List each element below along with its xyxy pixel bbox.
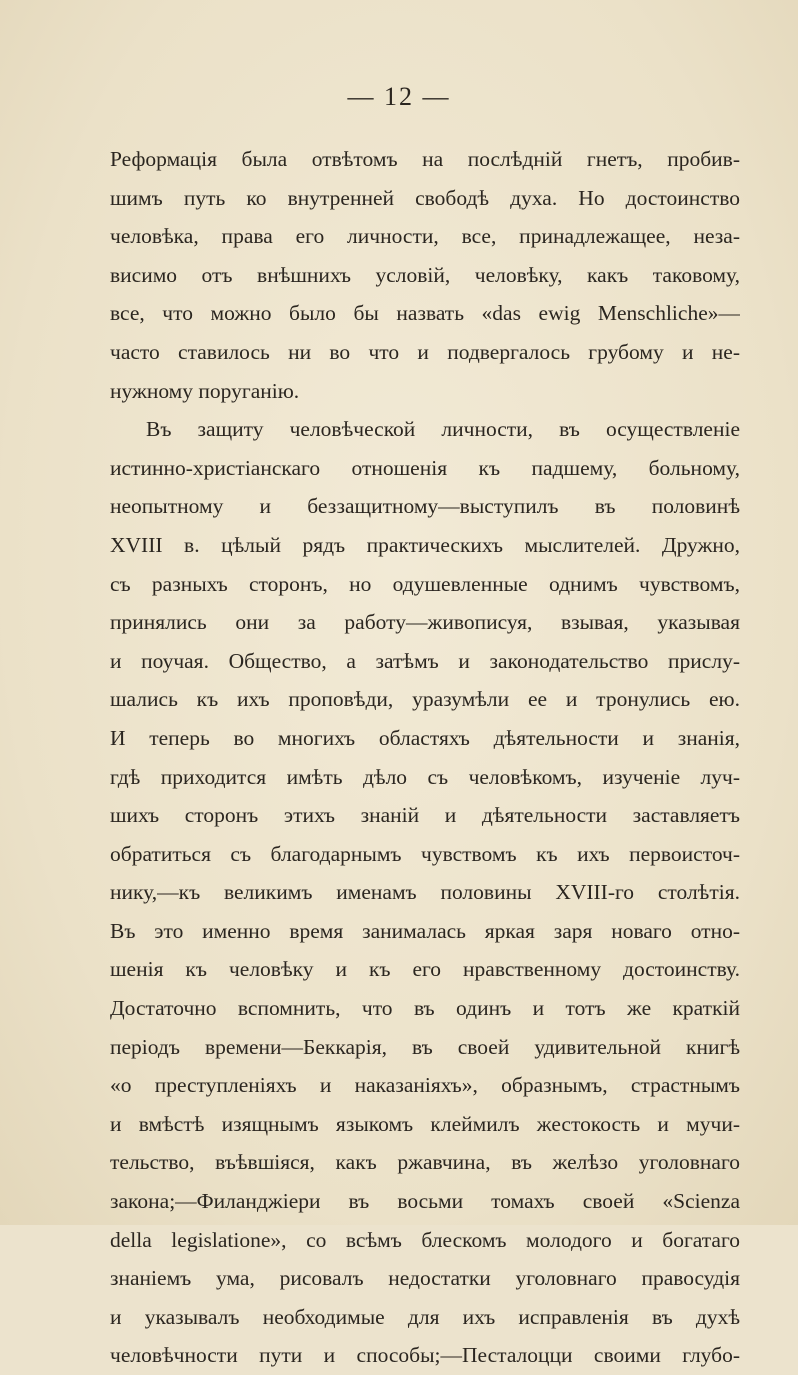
text-line: della legislatione», со всѣмъ блескомъ молодого и богатаго <box>110 1227 740 1252</box>
text-line: Достаточно вспомнить, что въ одинъ и тотъ же краткій <box>110 996 740 1021</box>
text-line: шались къ ихъ проповѣди, уразумѣли ее и тронулись ею. <box>110 687 740 712</box>
text-line: и вмѣстѣ изящнымъ языкомъ клеймилъ жестокость и мучи- <box>110 1111 740 1136</box>
text-line: съ разныхъ сторонъ, но одушевленные однимъ чувствомъ, <box>110 571 740 596</box>
text-line: гдѣ приходится имѣть дѣло съ человѣкомъ, изученіе луч- <box>110 764 740 789</box>
text-line: И теперь во многихъ областяхъ дѣятельности и знанія, <box>110 725 740 750</box>
text-line: все, что можно было бы назвать «das ewig Menschliche»— <box>110 301 740 326</box>
text-line: періодъ времени—Беккарія, въ своей удивительной книгѣ <box>110 1034 740 1059</box>
text-line: принялись они за работу—живописуя, взывая, указывая <box>110 610 740 635</box>
text-line: шенія къ человѣку и къ его нравственному достоинству. <box>110 957 740 982</box>
text-line: человѣка, права его личности, все, принадлежащее, неза- <box>110 224 740 249</box>
text-line: человѣчности пути и способы;—Песталоцци своими глубо- <box>110 1343 740 1368</box>
text-line: шихъ сторонъ этихъ знаній и дѣятельности заставляетъ <box>110 803 740 828</box>
text-line: висимо отъ внѣшнихъ условій, человѣку, какъ таковому, <box>110 262 740 287</box>
text-line: и поучая. Общество, а затѣмъ и законодательство прислу- <box>110 648 740 673</box>
text-line: обратиться съ благодарнымъ чувствомъ къ ихъ первоисточ- <box>110 841 740 866</box>
body-text <box>110 140 740 1375</box>
text-line: Реформація была отвѣтомъ на послѣдній гнетъ, пробив- <box>110 147 740 171</box>
text-line: шимъ путь ко внутренней свободѣ духа. Но достоинство <box>110 185 740 210</box>
text-line: истинно-христіанскаго отношенія къ падшему, больному, <box>110 455 740 480</box>
text-line: неопытному и беззащитному—выступилъ въ половинѣ <box>110 494 740 519</box>
text-line: тельство, въѣвшіяся, какъ ржавчина, въ желѣзо уголовнаго <box>110 1150 740 1175</box>
text-line: Въ это именно время занималась яркая заря новаго отно- <box>110 918 740 943</box>
text-line: знаніемъ ума, рисовалъ недостатки уголовнаго правосудія <box>110 1266 740 1291</box>
text-line: нужному поруганію. <box>110 378 300 403</box>
page-number: — 12 — <box>347 82 451 111</box>
text-line: закона;—Филанджіери въ восьми томахъ своей «Scienza <box>110 1189 740 1214</box>
text-line: «о преступленіяхъ и наказаніяхъ», образнымъ, страстнымъ <box>110 1073 740 1098</box>
text-line: нику,—къ великимъ именамъ половины XVIII-го столѣтія. <box>110 880 740 905</box>
text-line: часто ставилось ни во что и подвергалось грубому и не- <box>110 339 740 364</box>
text-line: и указывалъ необходимые для ихъ исправленія въ духѣ <box>110 1304 740 1329</box>
text-line: XVIII в. цѣлый рядъ практическихъ мыслителей. Дружно, <box>110 532 740 557</box>
text-line: Въ защиту человѣческой личности, въ осуществленіе <box>146 417 740 442</box>
